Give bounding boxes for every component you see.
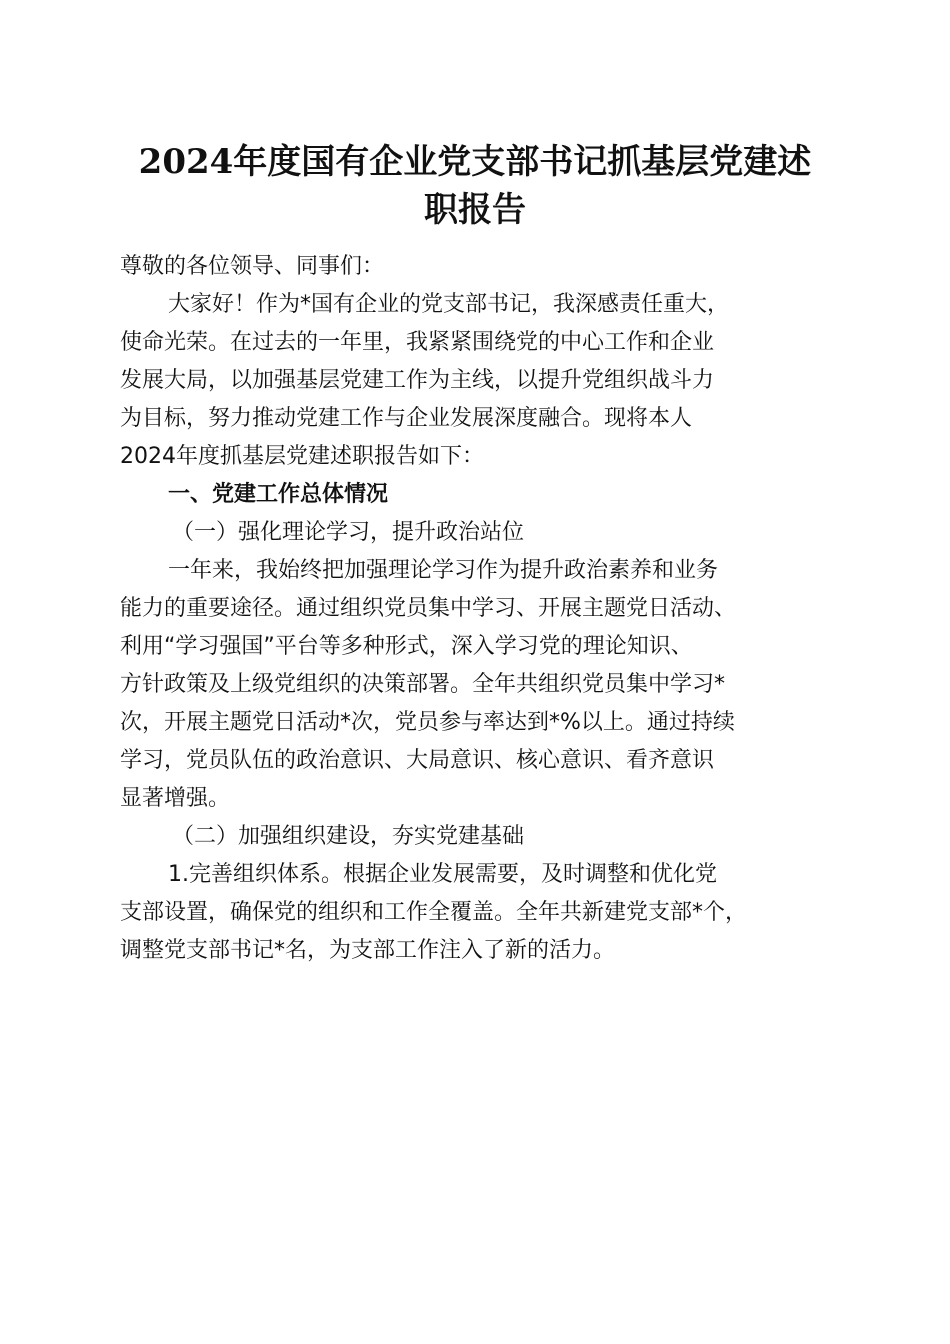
document-body (120, 248, 840, 970)
intro-line: 使命光荣。在过去的一年里，我紧紧围绕党的中心工作和企业 (120, 330, 715, 355)
section-heading: 一、党建工作总体情况 (168, 482, 389, 507)
intro-line: 2024年度抓基层党建述职报告如下： (120, 444, 484, 469)
paragraph-line: 显著增强。 (120, 786, 231, 811)
paragraph-line: 利用“学习强国”平台等多种形式，深入学习党的理论知识、 (120, 634, 693, 659)
paragraph-line: 学习，党员队伍的政治意识、大局意识、核心意识、看齐意识 (120, 748, 715, 773)
title-line-2: 职报告 (424, 190, 526, 230)
salutation: 尊敬的各位领导、同事们： (120, 254, 385, 279)
intro-line: 为目标，努力推动党建工作与企业发展深度融合。现将本人 (120, 406, 693, 431)
paragraph-line: 支部设置，确保党的组织和工作全覆盖。全年共新建党支部*个， (120, 900, 748, 925)
document-title (100, 138, 850, 234)
intro-line: 发展大局，以加强基层党建工作为主线，以提升党组织战斗力 (120, 368, 715, 393)
intro-line: 大家好！作为*国有企业的党支部书记，我深感责任重大， (168, 292, 730, 317)
paragraph-line: 能力的重要途径。通过组织党员集中学习、开展主题党日活动、 (120, 596, 737, 621)
paragraph-line: 调整党支部书记*名，为支部工作注入了新的活力。 (120, 938, 616, 963)
paragraph-line: 次，开展主题党日活动*次，党员参与率达到*%以上。通过持续 (120, 710, 735, 735)
paragraph-line: 一年来，我始终把加强理论学习作为提升政治素养和业务 (168, 558, 719, 583)
subsection-heading: （二）加强组织建设，夯实党建基础 (172, 824, 525, 849)
title-line-1: 2024年度国有企业党支部书记抓基层党建述 (138, 142, 812, 182)
paragraph-line: 1.完善组织体系。根据企业发展需要，及时调整和优化党 (168, 862, 717, 887)
paragraph-line: 方针政策及上级党组织的决策部署。全年共组织党员集中学习* (120, 672, 726, 697)
subsection-heading: （一）强化理论学习，提升政治站位 (172, 520, 525, 545)
